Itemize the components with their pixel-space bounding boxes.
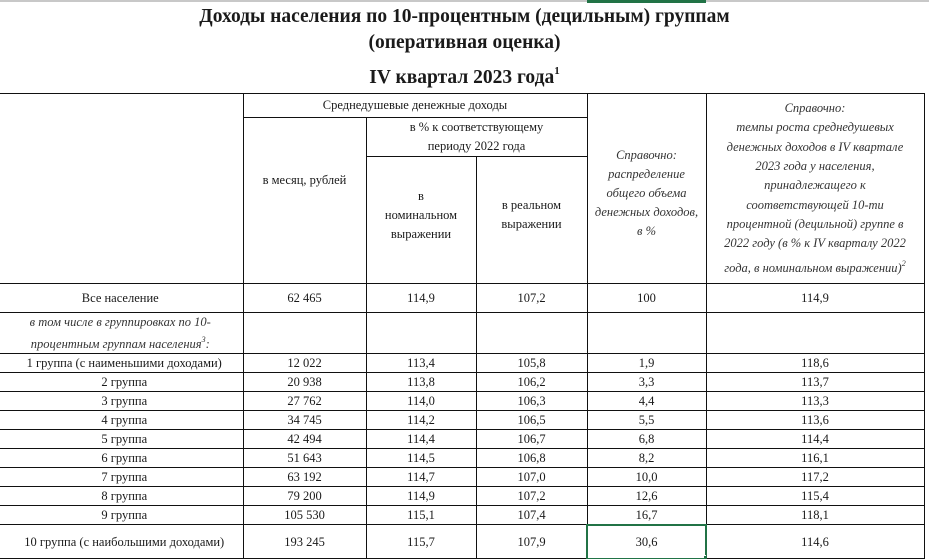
cell-empty[interactable] xyxy=(476,313,587,354)
cell-per-month[interactable]: 27 762 xyxy=(243,392,366,411)
cell-growth[interactable]: 113,3 xyxy=(706,392,924,411)
table-row xyxy=(0,392,924,411)
cell-growth[interactable]: 117,2 xyxy=(706,468,924,487)
cell-distribution[interactable]: 3,3 xyxy=(587,373,706,392)
footnote-marker: 1 xyxy=(554,65,560,77)
cell-growth[interactable]: 116,1 xyxy=(706,449,924,468)
header-growth[interactable]: Справочно: темпы роста среднедушевых денежных доходов в IV квартале 2023 года у населения, принадлежащего к соответствующей 10-ти процентной (децильной) группе в 2022 году (в % к IV кварталу 2022 года, в номинальном выражении)$^2$ xyxy=(706,94,924,284)
cell-nominal[interactable]: 114,2 xyxy=(366,411,476,430)
cell-real[interactable]: 106,3 xyxy=(476,392,587,411)
cell-growth[interactable]: 114,6 xyxy=(706,525,924,559)
header-empty-cell[interactable] xyxy=(0,94,243,284)
cell-nominal[interactable]: 113,8 xyxy=(366,373,476,392)
cell-nominal[interactable]: 114,0 xyxy=(366,392,476,411)
table-row xyxy=(0,525,924,559)
cell-per-month[interactable]: 20 938 xyxy=(243,373,366,392)
cell-per-month[interactable]: 34 745 xyxy=(243,411,366,430)
cell-growth[interactable]: 113,6 xyxy=(706,411,924,430)
header-pct-period[interactable]: в % к соответствующему периоду 2022 года xyxy=(366,118,587,157)
cell-real[interactable]: 105,8 xyxy=(476,354,587,373)
cell-real[interactable]: 107,4 xyxy=(476,506,587,525)
table-row xyxy=(0,411,924,430)
cell-nominal[interactable]: 114,7 xyxy=(366,468,476,487)
title-line-3: IV квартал 2023 года$^1$ xyxy=(369,65,560,88)
row-label[interactable]: 3 группа xyxy=(0,392,243,411)
cell-per-month[interactable]: 105 530 xyxy=(243,506,366,525)
title-line-1: Доходы населения по 10-процентным (децильным) группам xyxy=(199,6,730,27)
cell-empty[interactable] xyxy=(366,313,476,354)
cell-growth[interactable]: 114,4 xyxy=(706,430,924,449)
income-deciles-table xyxy=(0,93,925,559)
cell-real[interactable]: 107,2 xyxy=(476,487,587,506)
cell-distribution[interactable]: 16,7 xyxy=(587,506,706,525)
cell-real[interactable]: 107,2 xyxy=(476,284,587,313)
cell-per-month[interactable]: 79 200 xyxy=(243,487,366,506)
cell-nominal[interactable]: 113,4 xyxy=(366,354,476,373)
cell-growth[interactable]: 118,6 xyxy=(706,354,924,373)
cell-empty[interactable] xyxy=(587,313,706,354)
cell-growth[interactable]: 113,7 xyxy=(706,373,924,392)
row-label[interactable]: 6 группа xyxy=(0,449,243,468)
cell-nominal[interactable]: 114,9 xyxy=(366,487,476,506)
table-row xyxy=(0,430,924,449)
table-row xyxy=(0,487,924,506)
footnote-marker: 3 xyxy=(201,335,206,344)
table-row-total xyxy=(0,284,924,313)
cell-real[interactable]: 106,5 xyxy=(476,411,587,430)
row-label[interactable]: 10 группа (с наибольшими доходами) xyxy=(0,525,243,559)
table-row xyxy=(0,468,924,487)
header-real[interactable]: в реальном выражении xyxy=(476,157,587,284)
cell-per-month[interactable]: 51 643 xyxy=(243,449,366,468)
cell-growth[interactable]: 118,1 xyxy=(706,506,924,525)
fill-handle[interactable] xyxy=(703,555,707,559)
header-distribution[interactable]: Справочно: распределение общего объема денежных доходов, в % xyxy=(587,94,706,284)
selected-column-highlight xyxy=(587,0,706,3)
cell-per-month[interactable]: 62 465 xyxy=(243,284,366,313)
row-label[interactable]: Все население xyxy=(0,284,243,313)
cell-per-month[interactable]: 12 022 xyxy=(243,354,366,373)
cell-distribution[interactable]: 12,6 xyxy=(587,487,706,506)
cell-empty[interactable] xyxy=(243,313,366,354)
cell-per-month[interactable]: 42 494 xyxy=(243,430,366,449)
cell-distribution[interactable]: 8,2 xyxy=(587,449,706,468)
cell-empty[interactable] xyxy=(706,313,924,354)
cell-nominal[interactable]: 114,5 xyxy=(366,449,476,468)
cell-per-month[interactable]: 193 245 xyxy=(243,525,366,559)
cell-growth[interactable]: 115,4 xyxy=(706,487,924,506)
row-label[interactable]: 9 группа xyxy=(0,506,243,525)
row-label[interactable]: 1 группа (с наименьшими доходами) xyxy=(0,354,243,373)
table-row xyxy=(0,373,924,392)
column-header-strip xyxy=(0,0,929,2)
cell-real[interactable]: 106,7 xyxy=(476,430,587,449)
cell-growth[interactable]: 114,9 xyxy=(706,284,924,313)
cell-nominal[interactable]: 114,4 xyxy=(366,430,476,449)
cell-nominal[interactable]: 115,1 xyxy=(366,506,476,525)
footnote-marker: 2 xyxy=(901,258,906,268)
table-row xyxy=(0,354,924,373)
cell-distribution[interactable]: 6,8 xyxy=(587,430,706,449)
table-row xyxy=(0,449,924,468)
cell-distribution[interactable]: 100 xyxy=(587,284,706,313)
table-row-subheader xyxy=(0,313,924,354)
cell-per-month[interactable]: 63 192 xyxy=(243,468,366,487)
cell-real[interactable]: 106,8 xyxy=(476,449,587,468)
cell-nominal[interactable]: 115,7 xyxy=(366,525,476,559)
cell-distribution[interactable]: 1,9 xyxy=(587,354,706,373)
header-per-month[interactable]: в месяц, рублей xyxy=(243,118,366,284)
cell-distribution[interactable]: 10,0 xyxy=(587,468,706,487)
cell-nominal[interactable]: 114,9 xyxy=(366,284,476,313)
cell-distribution-selected[interactable]: 30,6 xyxy=(587,525,706,559)
header-avg-income[interactable]: Среднедушевые денежные доходы xyxy=(243,94,587,118)
row-label[interactable]: 5 группа xyxy=(0,430,243,449)
report-title xyxy=(0,4,929,91)
table-row xyxy=(0,506,924,525)
header-nominal[interactable]: в номинальном выражении xyxy=(366,157,476,284)
cell-real[interactable]: 107,9 xyxy=(476,525,587,559)
title-line-2: (оперативная оценка) xyxy=(368,32,561,53)
cell-distribution[interactable]: 4,4 xyxy=(587,392,706,411)
row-label[interactable]: 2 группа xyxy=(0,373,243,392)
cell-real[interactable]: 107,0 xyxy=(476,468,587,487)
subheader-label[interactable]: в том числе в группировках по 10-процентным группам населения$^3$: xyxy=(0,313,243,354)
row-label[interactable]: 4 группа xyxy=(0,411,243,430)
cell-distribution[interactable]: 5,5 xyxy=(587,411,706,430)
row-label[interactable]: 8 группа xyxy=(0,487,243,506)
cell-real[interactable]: 106,2 xyxy=(476,373,587,392)
row-label[interactable]: 7 группа xyxy=(0,468,243,487)
